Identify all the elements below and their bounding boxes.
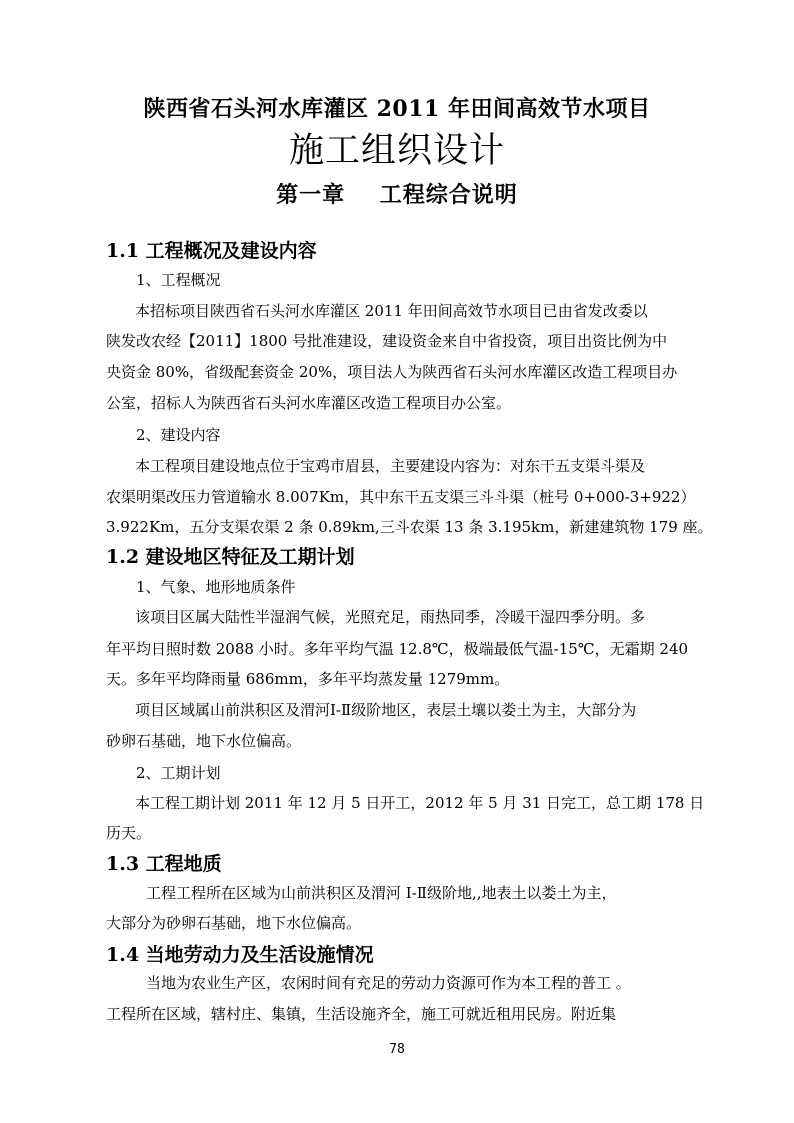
paragraph-line: 公室，招标人为陕西省石头河水库灌区改造工程项目办公室。	[106, 394, 512, 412]
paragraph-line: 农渠明渠改压力管道输水 8.007Km，其中东干五支渠三斗斗渠（桩号 0+000-3+922）	[106, 488, 696, 506]
section-heading-1-4: 1.4 当地劳动力及生活设施情况	[106, 944, 374, 966]
paragraph-line: 本工程项目建设地点位于宝鸡市眉县，主要建设内容为：对东干五支渠斗渠及	[135, 457, 646, 475]
paragraph-line: 天。多年平均降雨量 686mm，多年平均蒸发量 1279mm。	[106, 670, 510, 688]
paragraph-line: 大部分为砂卵石基础，地下水位偏高。	[106, 914, 362, 932]
section-heading-1-2: 1.2 建设地区特征及工期计划	[106, 546, 355, 568]
paragraph-line: 当地为农业生产区，农闲时间有充足的劳动力资源可作为本工程的普工 。	[146, 974, 631, 992]
subheading-project-overview: 1、工程概况	[136, 271, 221, 289]
document-title-line2: 施工组织设计	[288, 131, 505, 171]
page-number: 78	[389, 1042, 405, 1057]
paragraph-line: 央资金 80%，省级配套资金 20%，项目法人为陕西省石头河水库灌区改造工程项目办	[106, 363, 678, 381]
paragraph-line: 项目区域属山前洪积区及渭河Ⅰ-Ⅱ级阶地区，表层土壤以娄土为主，大部分为	[135, 701, 637, 719]
paragraph-line: 3.922Km，五分支渠农渠 2 条 0.89km,三斗农渠 13 条 3.195km，新建建筑物 179 座。	[106, 518, 713, 536]
document-title-line1: 陕西省石头河水库灌区 2011 年田间高效节水项目	[143, 96, 651, 122]
section-heading-1-1: 1.1 工程概况及建设内容	[106, 240, 317, 262]
paragraph-line: 工程工程所在区域为山前洪积区及渭河 Ⅰ-Ⅱ级阶地,,地表土以娄土为主，	[146, 884, 617, 902]
paragraph-line: 本工程工期计划 2011 年 12 月 5 日开工，2012 年 5 月 31 日完工，总工期 178 日	[135, 794, 705, 812]
paragraph-line: 工程所在区域，辖村庄、集镇，生活设施齐全，施工可就近租用民房。附近集	[106, 1005, 617, 1023]
subheading-construction-content: 2、建设内容	[136, 426, 221, 444]
subheading-climate-terrain: 1、气象、地形地质条件	[136, 578, 296, 596]
paragraph-line: 砂卵石基础，地下水位偏高。	[106, 732, 302, 750]
paragraph-line: 该项目区属大陆性半湿润气候，光照充足，雨热同季，冷暖干湿四季分明。多	[135, 608, 646, 626]
subheading-schedule: 2、工期计划	[136, 764, 221, 782]
paragraph-line: 历天。	[106, 824, 152, 842]
paragraph-line: 本招标项目陕西省石头河水库灌区 2011 年田间高效节水项目已由省发改委以	[135, 302, 648, 320]
paragraph-line: 年平均日照时数 2088 小时。多年平均气温 12.8℃，极端最低气温-15℃，无霜期 240	[106, 640, 688, 658]
section-heading-1-3: 1.3 工程地质	[106, 853, 222, 875]
chapter-heading: 第一章 工程综合说明	[276, 182, 518, 208]
paragraph-line: 陕发改农经【2011】1800 号批准建设，建设资金来自中省投资，项目出资比例为中	[106, 332, 668, 350]
